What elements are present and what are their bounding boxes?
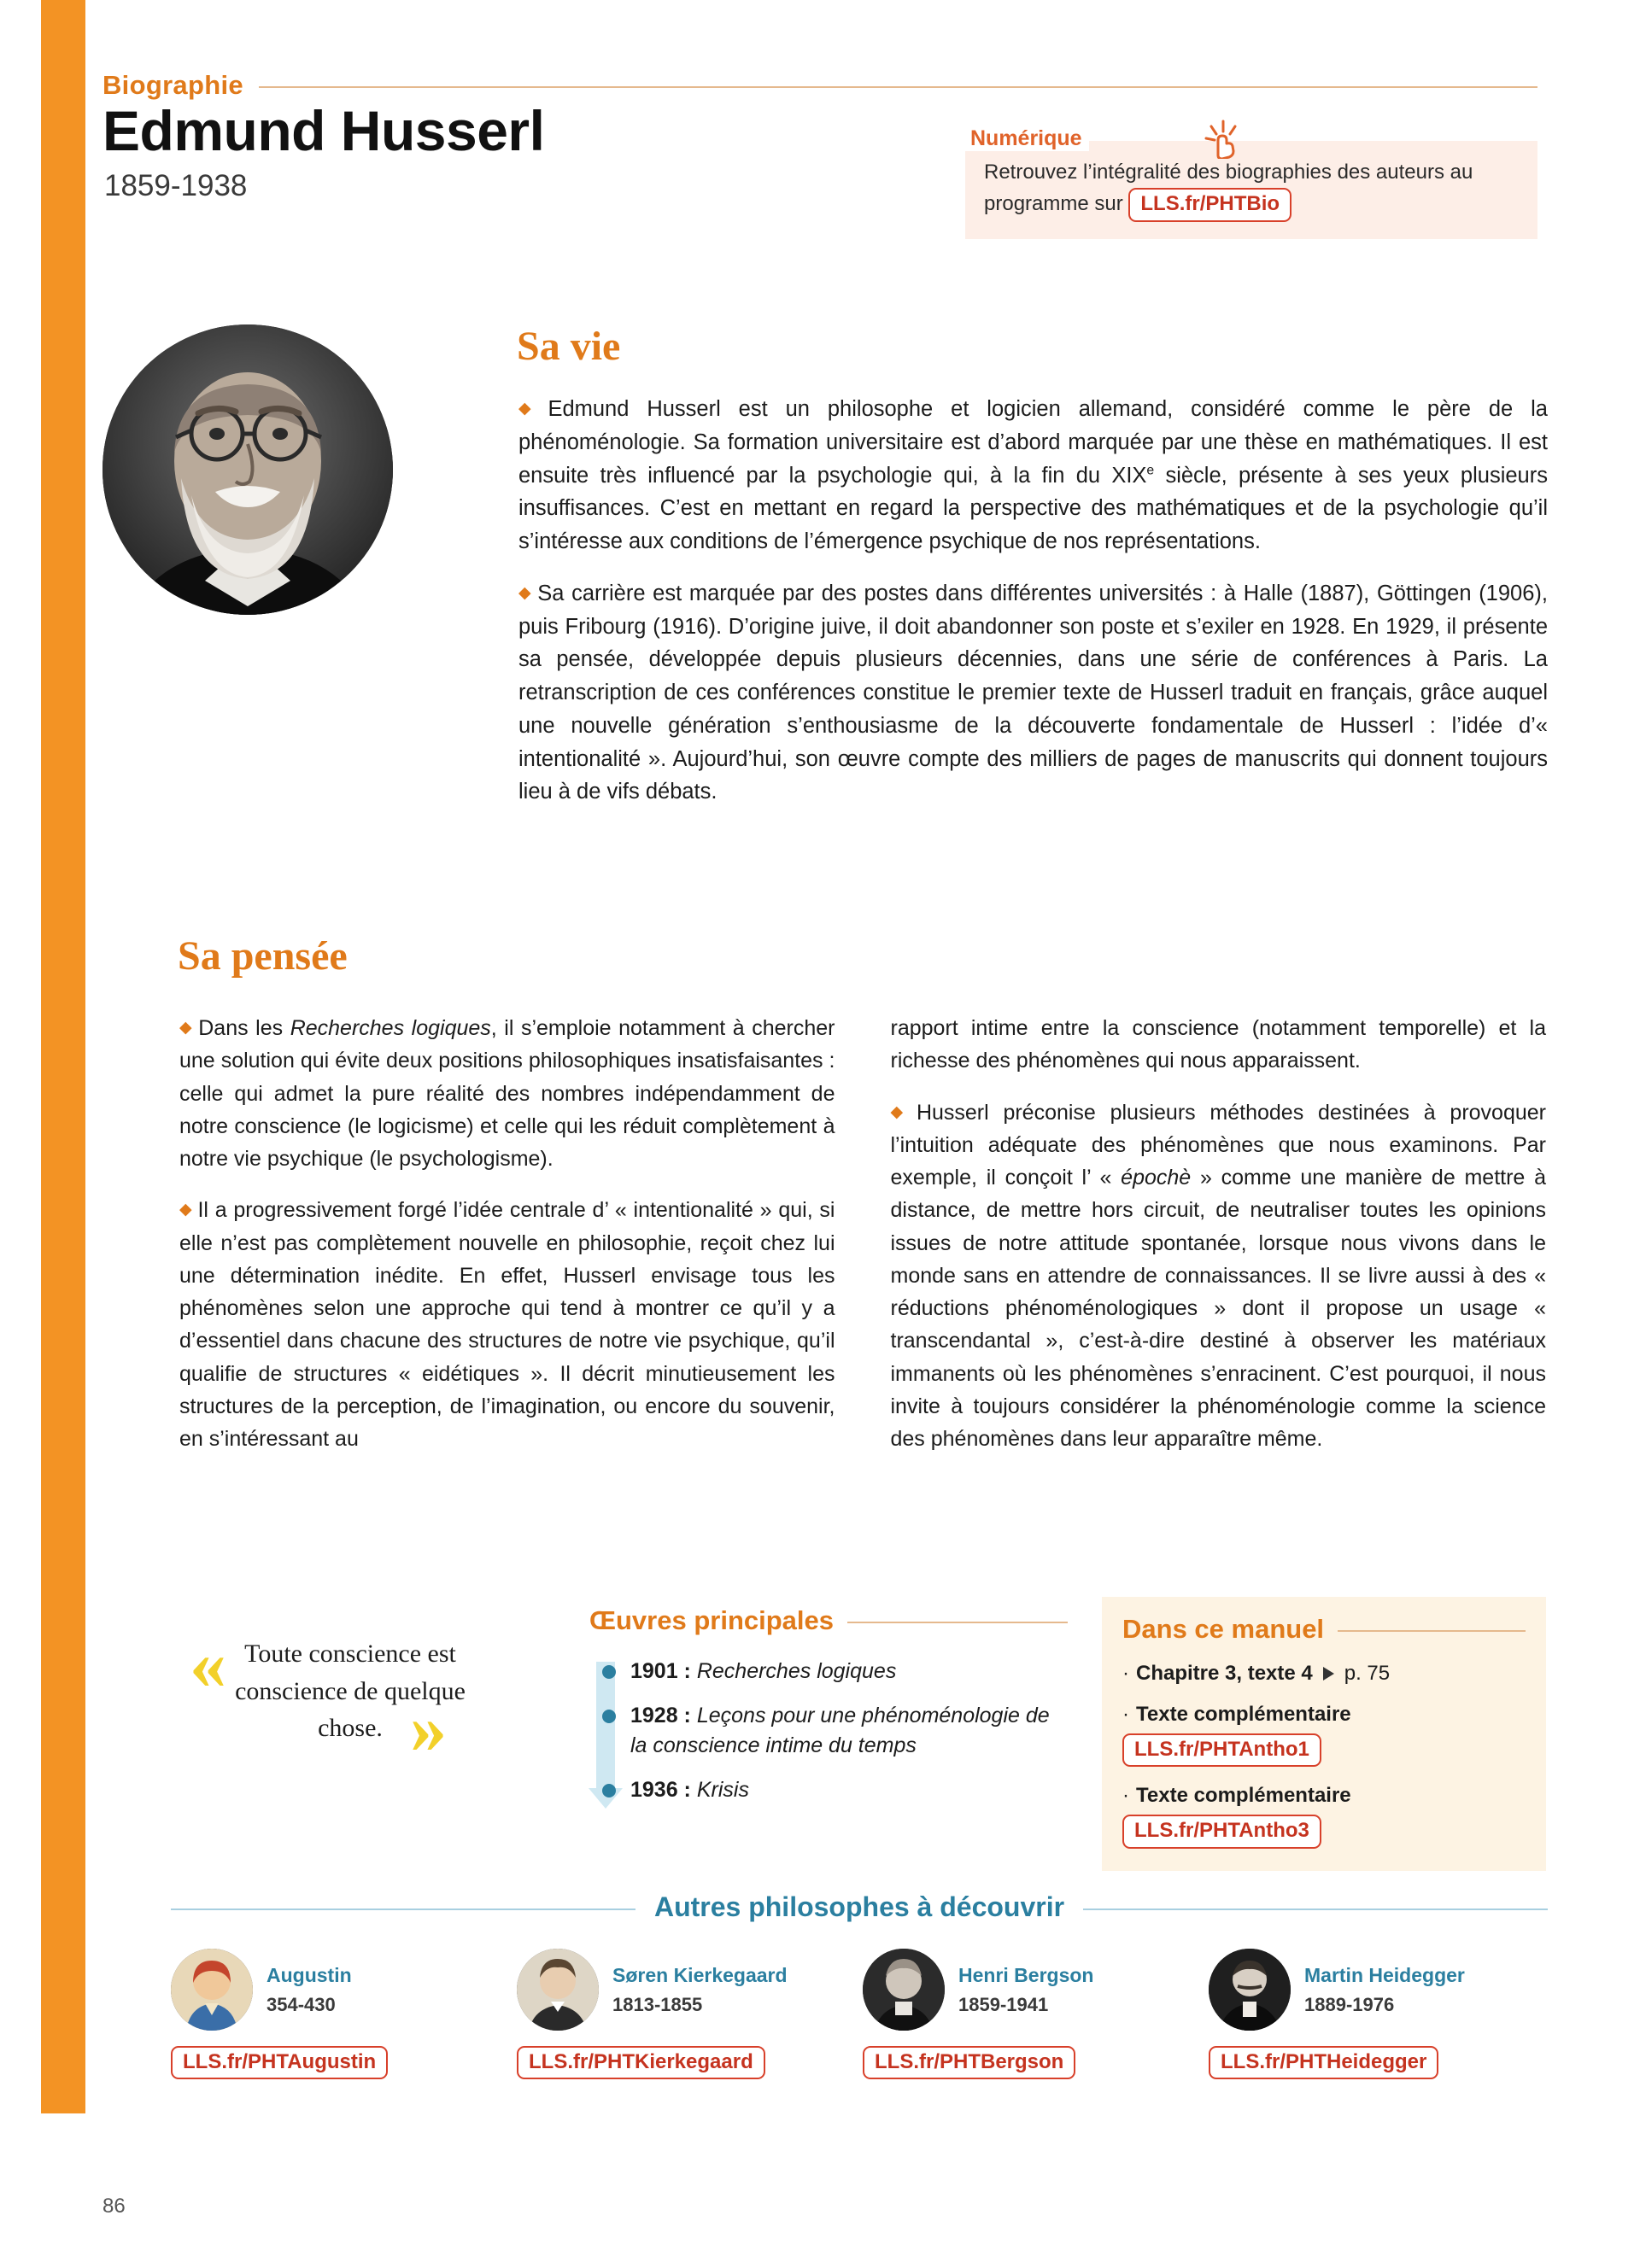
paragraph (891, 1096, 1547, 1456)
column-left (179, 1012, 835, 1455)
oeuvre-title: Recherches logiques (696, 1659, 897, 1683)
manuel-item-page: p. 75 (1344, 1662, 1391, 1685)
heading-sa-vie: Sa vie (517, 324, 621, 369)
quote-close-icon: » (410, 1686, 447, 1768)
oeuvres-heading: Œuvres principales (589, 1605, 835, 1635)
manuel-item-label: Texte complémentaire (1136, 1703, 1351, 1726)
sa-vie-body (518, 393, 1548, 809)
manuel-item-label: Chapitre 3, texte 4 (1136, 1662, 1313, 1685)
philosopher-link-tag[interactable]: LLS.fr/PHTHeidegger (1209, 2046, 1438, 2079)
play-triangle-icon (1323, 1667, 1334, 1681)
philosopher-dates: 1889-1976 (1304, 1993, 1395, 2015)
philosopher-link-tag[interactable]: LLS.fr/PHTAugustin (171, 2046, 388, 2079)
diamond-bullet-icon: ◆ (890, 1102, 911, 1121)
autres-philosophes-header (171, 1891, 1548, 1923)
bullet-dot: · (1122, 1784, 1129, 1808)
oeuvres-principales (589, 1605, 1068, 1819)
manuel-link-tag[interactable]: LLS.fr/PHTAntho3 (1122, 1815, 1321, 1848)
philosopher-card[interactable] (863, 1949, 1209, 2079)
bullet-dot: · (1122, 1703, 1129, 1726)
oeuvre-year: 1928 : (630, 1703, 691, 1727)
philosopher-card[interactable] (171, 1949, 517, 2079)
sa-pensee-columns (179, 1012, 1546, 1455)
avatar (171, 1949, 253, 2031)
quote-open-icon: « (190, 1622, 226, 1704)
manuel-item-label: Texte complémentaire (1136, 1784, 1351, 1808)
avatar (517, 1949, 599, 2031)
kicker-label: Biographie (102, 70, 243, 100)
autres-philosophes-heading: Autres philosophes à découvrir (653, 1891, 1065, 1922)
page-number: 86 (102, 2195, 126, 2218)
manuel-rule (1338, 1630, 1526, 1632)
oeuvre-title: Krisis (696, 1777, 749, 1802)
philosopher-name: Søren Kierkegaard (612, 1964, 788, 1987)
paragraph-text: rapport intime entre la conscience (notamment temporelle) et la richesse des phénomènes qui nous apparaissent. (890, 1016, 1546, 1073)
oeuvre-title: Leçons pour une phénoménologie de la conscience intime du temps (630, 1703, 1050, 1757)
oeuvre-year: 1901 : (630, 1659, 691, 1683)
philosopher-card[interactable] (1209, 1949, 1555, 2079)
avatar (1209, 1949, 1291, 2031)
autres-philosophes-list (171, 1949, 1555, 2079)
paragraph-text: Sa carrière est marquée par des postes dans différentes universités : à Halle (1887), Göttingen (1906), puis Fribourg (1916). D’origine juive, il doit abandonner son poste et s’exiler en 1928. En 1929, il présente sa pensée, développée depuis plusieurs décennies, dans une série de conférences à Paris. La retranscription de ces conférences constitue le premier texte de Husserl traduit en français, grâce auquel une nouvelle génération s’enthousiasme de la découverte fondamentale de Husserl : l’idée d’« intentionalité ». Aujourd’hui, son œuvre compte des milliers de pages de manuscrits qui donnent toujours lieu à de vifs débats. (518, 581, 1548, 804)
autres-rule-right (1083, 1909, 1548, 1910)
paragraph (518, 577, 1548, 809)
philosopher-name: Martin Heidegger (1304, 1964, 1465, 1987)
numerique-link-tag[interactable]: LLS.fr/PHTBio (1128, 188, 1292, 221)
list-item[interactable] (1122, 1662, 1526, 1686)
oeuvres-header-row (589, 1605, 1068, 1636)
quote-text: Toute conscience est conscience de quelque chose. (235, 1640, 466, 1742)
paragraph (891, 1012, 1547, 1078)
list-item[interactable] (1122, 1784, 1526, 1848)
paragraph (518, 393, 1548, 558)
paragraph-text: Dans les Recherches logiques, il s’emploie notamment à chercher une solution qui évite deux positions philosophiques insatisfaisantes : celle qui admet la pure réalité des nombres indépendamment de notre conscience (le logicisme) et celle qui les réduit complètement à notre vie psychique (le psychologisme). (179, 1016, 835, 1171)
hand-pointer-icon (1198, 118, 1245, 163)
philosopher-dates: 354-430 (266, 1993, 336, 2015)
paragraph-text: Husserl préconise plusieurs méthodes destinées à provoquer l’intuition adéquate des phénomènes que nous examinons. Par exemple, il conçoit l’ « épochè » comme une manière de mettre à distance, de mettre hors circuit, de neutraliser toutes les opinions issues de notre attitude spontanée, lorsque nous vivons dans le monde sans en attendre de connaissances. Il se livre aussi à des « réductions phénoménologiques » dont il propose un usage « transcendantal », c’est-à-dire destiné à observer les matériaux immanents où les phénomènes s’enracinent. C’est pourquoi, il nous invite à toujours considérer la phénoménologie comme la science des phénomènes dans leur apparaître même. (890, 1100, 1547, 1451)
oeuvre-year: 1936 : (630, 1777, 691, 1802)
manuel-heading: Dans ce manuel (1122, 1614, 1325, 1644)
heading-sa-pensee: Sa pensée (178, 933, 348, 979)
oeuvres-rule (847, 1622, 1068, 1623)
left-accent-bar (41, 0, 85, 2113)
page-title: Edmund Husserl (102, 99, 545, 162)
diamond-bullet-icon: ◆ (179, 1019, 194, 1037)
manuel-link-tag[interactable]: LLS.fr/PHTAntho1 (1122, 1733, 1321, 1767)
kicker-rule (259, 86, 1538, 88)
philosopher-name: Henri Bergson (958, 1964, 1094, 1987)
philosopher-dates: 1813-1855 (612, 1993, 703, 2015)
timeline-dot-icon (602, 1710, 616, 1723)
philosopher-name: Augustin (266, 1964, 352, 1987)
oeuvres-list (589, 1657, 1068, 1805)
avatar (863, 1949, 945, 2031)
autres-rule-left (171, 1909, 636, 1910)
diamond-bullet-icon: ◆ (518, 583, 533, 602)
portrait-edmund-husserl (102, 324, 393, 615)
numerique-label: Numérique (965, 126, 1089, 151)
numerique-description: Retrouvez l’intégralité des biographies des auteurs au programme sur (984, 161, 1473, 216)
numerique-callout (965, 141, 1538, 239)
page-subtitle-dates: 1859-1938 (104, 169, 248, 202)
manuel-header-row (1122, 1614, 1526, 1645)
philosopher-link-tag[interactable]: LLS.fr/PHTKierkegaard (517, 2046, 765, 2079)
bullet-dot: · (1122, 1662, 1129, 1685)
philosopher-card[interactable] (517, 1949, 863, 2079)
section-kicker (102, 70, 1538, 101)
numerique-text (984, 156, 1519, 222)
philosopher-link-tag[interactable]: LLS.fr/PHTBergson (863, 2046, 1075, 2079)
timeline-dot-icon (602, 1665, 616, 1679)
diamond-bullet-icon: ◆ (518, 400, 543, 418)
dans-ce-manuel-box (1102, 1597, 1546, 1871)
timeline-arrow-icon (596, 1662, 615, 1788)
list-item (630, 1701, 1068, 1762)
diamond-bullet-icon: ◆ (179, 1201, 193, 1219)
paragraph-text: Edmund Husserl est un philosophe et logicien allemand, considéré comme le père de la phénoménologie. Sa formation universitaire est d’abord marquée par une thèse en mathématiques. Il est ensuite très influencé par la psychologie qui, à la fin du XIXe siècle, présente à ses yeux plusieurs insuffisances. C’est en mettant en regard la perspective des mathématiques et de la psychologie qu’il s’intéresse aux conditions de l’émergence psychique de nos représentations. (518, 397, 1548, 553)
paragraph (179, 1012, 835, 1175)
list-item[interactable] (1122, 1703, 1526, 1767)
philosopher-dates: 1859-1941 (958, 1993, 1049, 2015)
paragraph-text: Il a progressivement forgé l’idée centrale d’ « intentionalité » qui, si elle n’est pas complètement nouvelle en philosophie, reçoit chez lui une détermination inédite. En effet, Husserl envisage tous les phénomènes selon une approche qui tend à montrer ce qu’il y a d’essentiel dans chacune des structures de notre vie psychique, qu’il qualifie de structures « eidétiques ». Il décrit minutieusement les structures de la perception, de l’imagination, ou encore du souvenir, en s’intéressant au (179, 1198, 835, 1451)
pull-quote (171, 1618, 512, 1806)
list-item (630, 1657, 1068, 1687)
list-item (630, 1775, 1068, 1806)
timeline-dot-icon (602, 1784, 616, 1797)
paragraph (179, 1194, 835, 1455)
column-right (891, 1012, 1547, 1455)
